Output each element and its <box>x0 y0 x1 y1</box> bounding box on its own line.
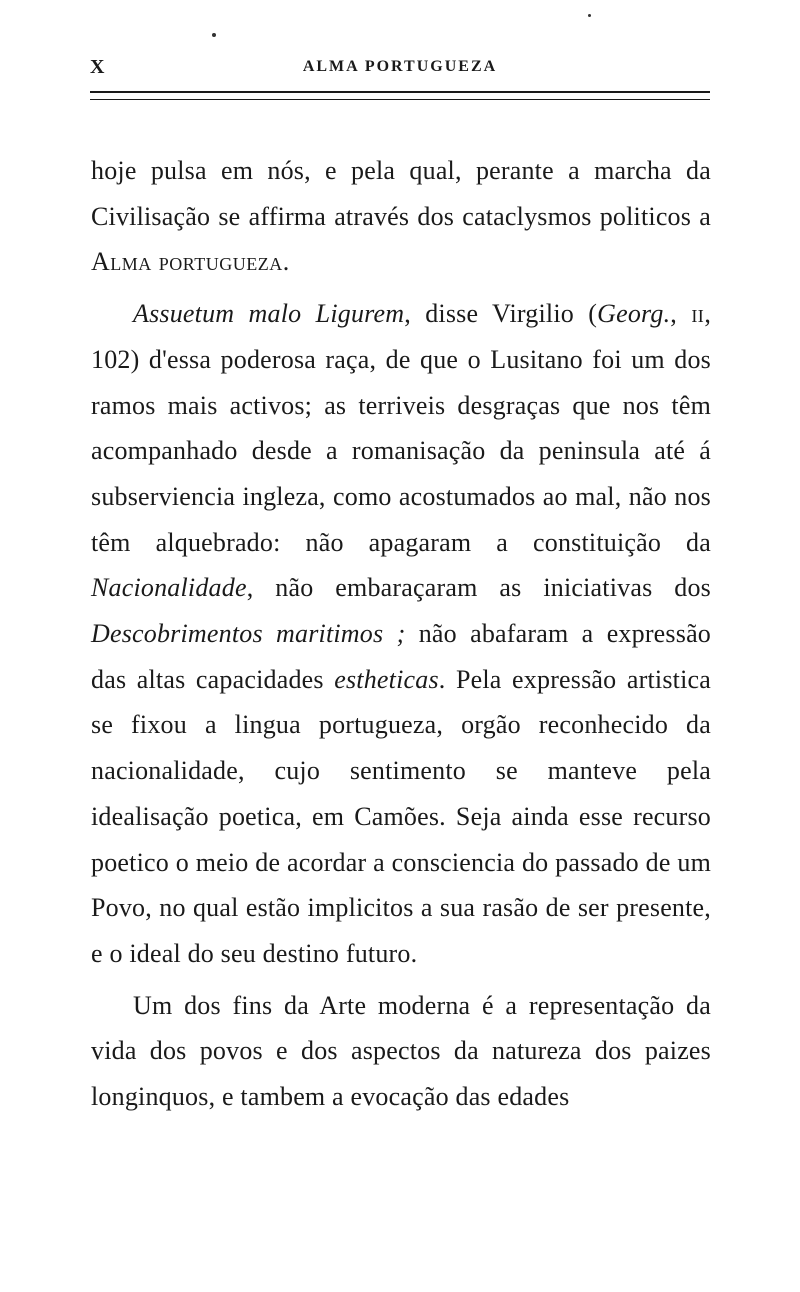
paragraph-3: Um dos fins da Arte moderna é a representação da vida dos povos e dos aspectos da natureza dos paizes longinquos, e tambem a evocação das edades <box>91 990 711 1112</box>
citation-work: Georg. <box>597 299 671 329</box>
page-number: X <box>90 56 106 78</box>
running-header <box>90 52 710 82</box>
italic-term: Descobrimentos maritimos ; <box>91 619 406 649</box>
paper-speck <box>588 14 591 17</box>
italic-term: Nacionalidade <box>91 573 247 603</box>
latin-quote: Assuetum malo Ligurem <box>133 299 405 329</box>
paragraph-2: Assuetum malo Ligurem, disse Virgilio (Georg., ii, 102) d'essa poderosa raça, de que o Lusitano foi um dos ramos mais activos; as terriveis desgraças que nos têm acompanhado desde a romanisação da peninsula até á subserviencia ingleza, como acostumados ao mal, não nos têm alquebrado: não apagaram a constituição da Nacionalidade, não embaraçaram as iniciativas dos Descobrimentos maritimos ; não abafaram a expressão das altas capacidades estheticas. Pela expressão artistica se fixou a lingua portugueza, orgão reconhecido da nacionalidade, cujo sentimento se manteve pela idealisação poetica, em Camões. Seja ainda esse recurso poetico o meio de acordar a consciencia do passado de um Povo, no qual estão implicitos a sua rasão de ser presente, e o ideal do seu destino futuro. <box>91 299 712 968</box>
header-rule-thick <box>90 91 710 93</box>
italic-term: estheticas <box>334 664 439 694</box>
header-rule-thin <box>90 99 710 100</box>
small-caps-title: Alma portugueza <box>91 247 283 277</box>
body-text <box>91 148 711 1120</box>
paper-speck <box>212 33 216 37</box>
citation-book: ii <box>691 299 705 329</box>
running-title: ALMA PORTUGUEZA <box>302 58 498 75</box>
paragraph-1: hoje pulsa em nós, e pela qual, perante a marcha da Civilisação se affirma através dos cataclysmos politicos a Alma portugueza. <box>91 156 711 277</box>
